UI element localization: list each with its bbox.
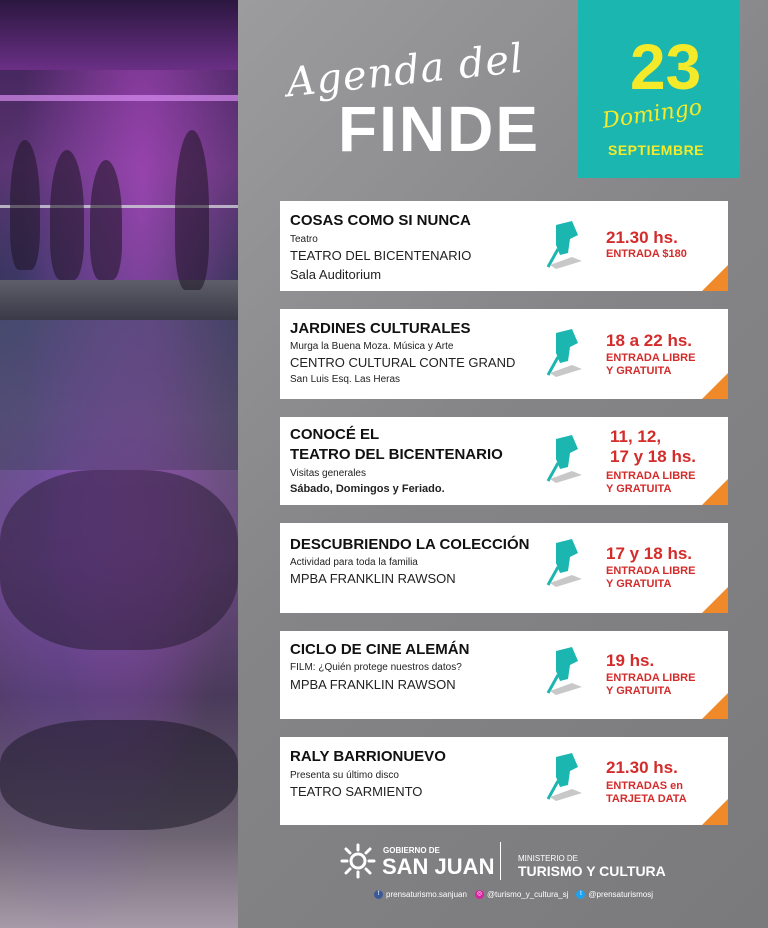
twitter-icon: t xyxy=(576,890,585,899)
event-venue: MPBA FRANKLIN RAWSON xyxy=(290,571,456,586)
event-schedule: Sábado, Domingos y Feriado. xyxy=(290,483,445,495)
instagram-icon: ◎ xyxy=(476,891,483,897)
event-venue: TEATRO DEL BICENTENARIO xyxy=(290,248,472,263)
event-subtitle: Presenta su último disco xyxy=(290,770,399,781)
event-time: 18 a 22 hs. xyxy=(606,331,693,350)
event-name: JARDINES CULTURALES xyxy=(290,320,471,337)
event-room: Sala Auditorium xyxy=(290,267,382,282)
event-time: 11, 12, 17 y 18 hs. xyxy=(610,427,697,466)
event-card[interactable] xyxy=(280,631,728,719)
event-subtitle: Murga la Buena Moza. Música y Arte xyxy=(290,341,454,352)
corner-accent xyxy=(702,265,728,291)
event-address: San Luis Esq. Las Heras xyxy=(290,374,401,385)
corner-accent xyxy=(702,373,728,399)
event-time: 19 hs. xyxy=(606,651,655,670)
event-time: 17 y 18 hs. xyxy=(606,544,693,563)
event-entry: ENTRADA LIBRE Y GRATUITA xyxy=(606,672,696,697)
event-entry: ENTRADA LIBRE Y GRATUITA xyxy=(606,565,696,590)
event-name: CICLO DE CINE ALEMÁN xyxy=(290,641,470,658)
event-subtitle: Actividad para toda la familia xyxy=(290,557,418,568)
facebook-icon: f xyxy=(374,890,383,899)
san-juan-label: SAN JUAN xyxy=(382,854,495,879)
pushpin-icon xyxy=(542,433,582,485)
event-venue: TEATRO SARMIENTO xyxy=(290,784,423,799)
event-venue: CENTRO CULTURAL CONTE GRAND xyxy=(290,355,516,370)
date-month: SEPTIEMBRE xyxy=(608,142,705,158)
event-subtitle: Visitas generales xyxy=(290,468,366,479)
corner-accent xyxy=(702,693,728,719)
event-entry: ENTRADAS en TARJETA DATA xyxy=(606,780,687,805)
title-script: Agenda del xyxy=(284,35,526,107)
event-entry: ENTRADA LIBRE Y GRATUITA xyxy=(606,352,696,377)
event-card[interactable] xyxy=(280,417,728,505)
pushpin-icon xyxy=(542,219,582,271)
gobierno-label: GOBIERNO DE xyxy=(383,846,440,855)
event-time: 21.30 hs. xyxy=(606,758,678,777)
facebook-link[interactable]: f prensaturismo.sanjuan xyxy=(374,890,467,899)
event-subtitle: Teatro xyxy=(290,234,318,245)
event-subtitle: FILM: ¿Quién protege nuestros datos? xyxy=(290,662,462,673)
date-number: 23 xyxy=(630,31,702,103)
corner-accent xyxy=(702,799,728,825)
event-photo xyxy=(0,0,238,928)
pushpin-icon xyxy=(542,645,582,697)
pushpin-icon xyxy=(542,751,582,803)
page-title: FINDE xyxy=(338,93,540,165)
event-entry: ENTRADA LIBRE Y GRATUITA xyxy=(606,470,696,495)
pushpin-icon xyxy=(542,327,582,379)
turismo-cultura-label: TURISMO Y CULTURA xyxy=(518,863,666,879)
event-venue: MPBA FRANKLIN RAWSON xyxy=(290,677,456,692)
ministerio-label: MINISTERIO DE xyxy=(518,854,579,863)
event-name: RALY BARRIONUEVO xyxy=(290,748,446,765)
gobierno-logo-icon xyxy=(340,843,376,879)
event-name: COSAS COMO SI NUNCA xyxy=(290,212,471,229)
pushpin-icon xyxy=(542,537,582,589)
twitter-link[interactable]: t @prensaturismosj xyxy=(576,890,653,899)
corner-accent xyxy=(702,587,728,613)
event-entry: ENTRADA $180 xyxy=(606,248,687,260)
footer-divider xyxy=(500,842,501,880)
event-time: 21.30 hs. xyxy=(606,228,678,247)
event-name: CONOCÉ EL TEATRO DEL BICENTENARIO xyxy=(290,426,503,463)
event-card[interactable] xyxy=(280,201,728,291)
event-name: DESCUBRIENDO LA COLECCIÓN xyxy=(290,536,530,553)
event-card[interactable] xyxy=(280,737,728,825)
instagram-link[interactable]: ◎ @turismo_y_cultura_sj xyxy=(476,890,569,899)
social-links xyxy=(374,890,653,899)
event-card[interactable] xyxy=(280,309,728,399)
corner-accent xyxy=(702,479,728,505)
date-day: Domingo xyxy=(600,95,704,134)
event-card[interactable] xyxy=(280,523,728,613)
